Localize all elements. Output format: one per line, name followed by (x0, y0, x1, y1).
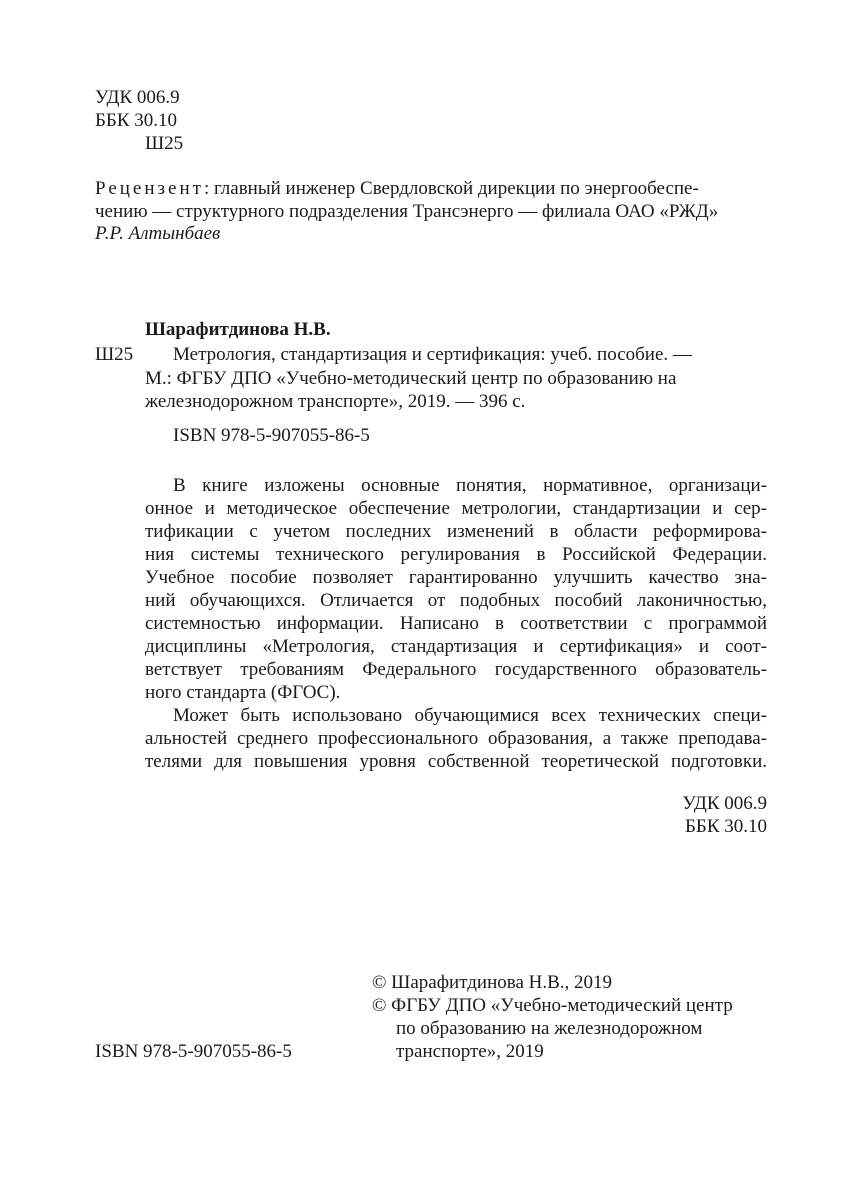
bib-line-2: М.: ФГБУ ДПО «Учебно-методический центр по образованию на (145, 368, 677, 389)
annotation-p1-line: ного стандарта (ФГОС). (145, 682, 341, 703)
annotation-block (145, 474, 767, 774)
annotation-p2-line: Может быть использовано обучающимися всех технических специ- (173, 705, 767, 726)
reviewer-label: Рецензент (95, 178, 204, 199)
bib-sign: Ш25 (95, 344, 134, 365)
reviewer-line-1 (95, 177, 699, 200)
annotation-p1-line: В книге изложены основные понятия, нормативное, организаци- (173, 475, 767, 496)
copyright-line-4: транспорте», 2019 (396, 1041, 544, 1062)
bbk-bottom: ББК 30.10 (685, 816, 767, 837)
annotation-p1-line: системностью информации. Написано в соответствии с программой (145, 613, 767, 634)
annotation-p1-line: ветствует требованиям Федерального государственного образователь- (145, 659, 767, 680)
copyright-line-3: по образованию на железнодорожном (396, 1018, 703, 1039)
udk-bottom: УДК 006.9 (682, 793, 767, 814)
copyright-line-2: © ФГБУ ДПО «Учебно-методический центр (372, 995, 733, 1016)
udk-top: УДК 006.9 (95, 87, 180, 108)
reviewer-name: Р.Р. Алтынбаев (95, 223, 221, 244)
annotation-p1-line: ний обучающихся. Отличается от подобных пособий лаконичностью, (145, 590, 767, 611)
annotation-p1-line: дисциплины «Метрология, стандартизация и сертификация» и соот- (145, 636, 767, 657)
bib-isbn: ISBN 978-5-907055-86-5 (173, 425, 370, 446)
author-sign-top: Ш25 (145, 133, 184, 154)
bib-line-1: Метрология, стандартизация и сертификация: учеб. пособие. — (173, 344, 692, 365)
reviewer-line-2: чению — структурного подразделения Трансэнерго — филиала ОАО «РЖД» (95, 201, 719, 222)
isbn-bottom: ISBN 978-5-907055-86-5 (95, 1041, 292, 1062)
reviewer-text-1: : главный инженер Свердловской дирекции по энергообеспе- (203, 178, 699, 199)
bbk-top: ББК 30.10 (95, 110, 177, 131)
annotation-p1-line: тификации с учетом последних изменений в области реформирова- (145, 521, 767, 542)
annotation-p1-line: Учебное пособие позволяет гарантированно улучшить качество зна- (145, 567, 767, 588)
bib-author: Шарафитдинова Н.В. (145, 319, 331, 340)
copyright-line-1: © Шарафитдинова Н.В., 2019 (372, 972, 613, 993)
annotation-p2-line: телями для повышения уровня собственной теоретической подготовки. (145, 751, 767, 772)
annotation-p1-line: онное и методическое обеспечение метрологии, стандартизации и сер- (145, 498, 767, 519)
annotation-p2-line: альностей среднего профессионального образования, а также преподава- (145, 728, 767, 749)
bib-line-3: железнодорожном транспорте», 2019. — 396 с. (145, 391, 526, 412)
annotation-p1-line: ния системы технического регулирования в Российской Федерации. (145, 544, 767, 565)
